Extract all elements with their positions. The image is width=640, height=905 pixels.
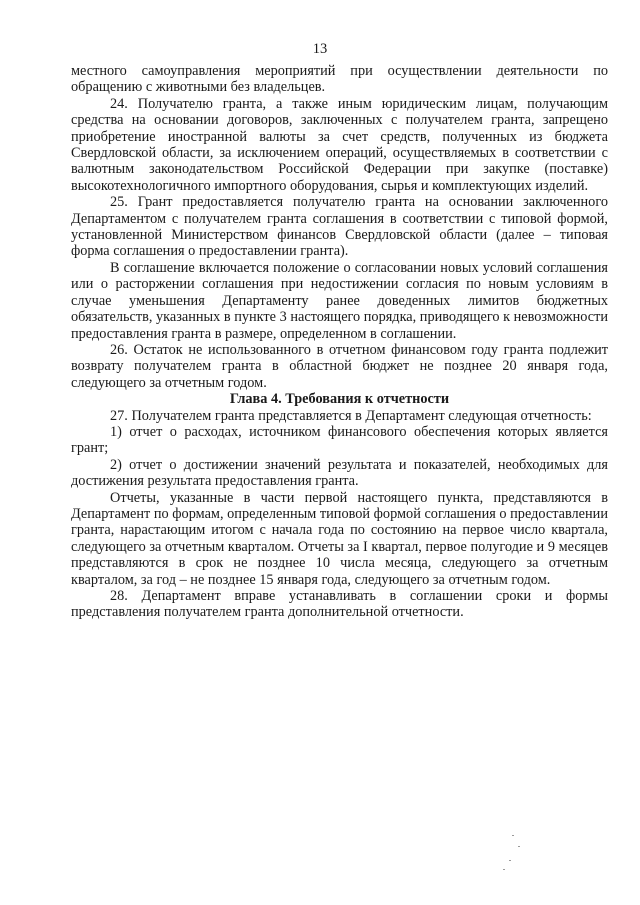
paragraph-agreement-clause: В соглашение включается положение о согласовании новых условий соглашения или о расторжении соглашения при недостижении согласия по новым условиям в случае уменьшения Департаменту ранее доведенных лимитов бюджетных обязательств, указанных в пункте 3 настоящего порядка, приводящего к невозможности предоставления гранта в размере, определенном в соглашении. (71, 259, 608, 342)
paragraph-27-item-2: 2) отчет о достижении значений результата и показателей, необходимых для достижения результата предоставления гранта. (71, 456, 608, 490)
paragraph-27: 27. Получателем гранта представляется в Департамент следующая отчетность: (110, 407, 592, 424)
chapter-title: Глава 4. Требования к отчетности (229, 391, 450, 408)
scan-speck (503, 869, 505, 870)
paragraph-27-item-1: 1) отчет о расходах, источником финансового обеспечения которых является грант; (71, 423, 608, 457)
scan-speck (509, 860, 511, 861)
scan-speck (512, 835, 514, 836)
scan-speck (518, 846, 520, 847)
paragraph-28: 28. Департамент вправе устанавливать в соглашении сроки и формы представления получателем гранта дополнительной отчетности. (71, 588, 608, 621)
paragraph-reports: Отчеты, указанные в части первой настоящего пункта, представляются в Департамент по формам, определенным типовой формой соглашения о предоставлении гранта, нарастающим итогом с начала года по состоянию на первое число квартала, следующего за отчетным кварталом. Отчеты за I квартал, первое полугодие и 9 месяцев представляются в срок не позднее 10 числа месяца, следующего за отчетным кварталом, за год – не позднее 15 января года, следующего за отчетным годом. (71, 489, 608, 588)
paragraph-26: 26. Остаток не использованного в отчетном финансовом году гранта подлежит возврату получателем гранта в областной бюджет не позднее 20 января года, следующего за отчетным годом. (71, 341, 608, 391)
paragraph-continuation: местного самоуправления мероприятий при осуществлении деятельности по обращению с животными без владельцев. (71, 63, 608, 96)
page-number: 13 (312, 41, 328, 57)
paragraph-24: 24. Получателю гранта, а также иным юридическим лицам, получающим средства на основании договоров, заключенных с получателем гранта, запрещено приобретение иностранной валюты за счет средств, полученных из бюджета Свердловской области, за исключением операций, осуществляемых в соответствии с валютным законодательством Российской Федерации при закупке (поставке) высокотехнологичного импортного оборудования, сырья и комплектующих изделий. (71, 95, 608, 194)
paragraph-25: 25. Грант предоставляется получателю гранта на основании заключенного Департаментом с получателем гранта соглашения в соответствии с типовой формой, установленной Министерством финансов Свердловской области (далее – типовая форма соглашения о предоставлении гранта). (71, 194, 608, 260)
document-body (71, 63, 608, 621)
